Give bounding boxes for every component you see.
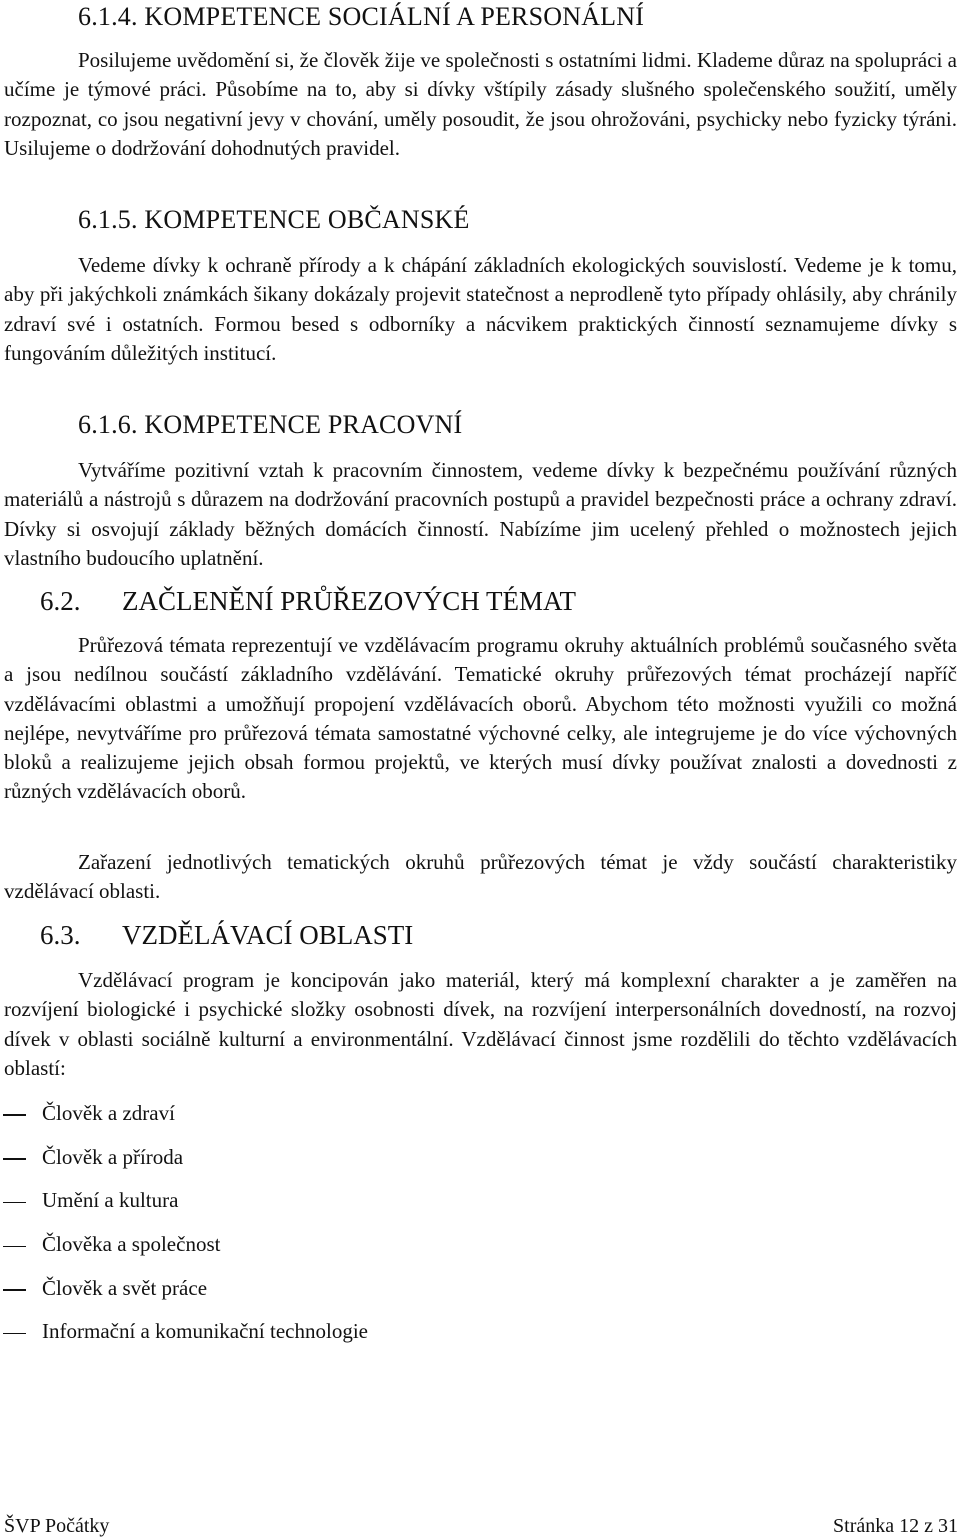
section-paragraph-6-1-5: Vedeme dívky k ochraně přírody a k chápání základních ekologických souvislostí. Vedeme je k tomu, aby při jakýchkoli známkách šikany dokázaly projevit statečnost a neprodleně tyto případy ohlásily, aby chránily zdraví své i ostatních. Formou besed s odborníky a nácvikem praktických činností seznamujeme dívky s fungováním důležitých institucí.: [4, 253, 957, 365]
dash-bullet-icon: [3, 1289, 26, 1291]
list-item: Člověk a zdraví: [2, 1092, 368, 1136]
dash-bullet-icon: [3, 1114, 26, 1116]
section-paragraph-6-1-4: Posilujeme uvědomění si, že člověk žije ve společnosti s ostatními lidmi. Klademe důraz na spolupráci a učíme je týmové práci. Působíme na to, aby si dívky vštípily zásady slušného společenského soužití, uměly rozpoznat, co jsou negativní jevy v chování, uměly posoudit, že jsou ohrožováni, psychicky nebo fyzicky týráni. Usilujeme o dodržování dohodnutých pravidel.: [4, 48, 957, 160]
list-item: Informační a komunikační technologie: [2, 1310, 368, 1354]
dash-bullet-icon: [3, 1202, 26, 1204]
dash-bullet-icon: [3, 1158, 26, 1160]
section-heading-6-1-6: 6.1.6. KOMPETENCE PRACOVNÍ: [78, 410, 463, 439]
section-paragraph-6-2-b: Zařazení jednotlivých tematických okruhů průřezových témat je vždy součástí charakteristiky vzdělávací oblasti.: [4, 850, 957, 904]
section-heading-6-3: [40, 920, 413, 951]
list-item: Člověk a svět práce: [2, 1267, 368, 1311]
list-item: Člověka a společnost: [2, 1223, 368, 1267]
section-heading-6-1-4: 6.1.4. KOMPETENCE SOCIÁLNÍ A PERSONÁLNÍ: [78, 2, 645, 31]
section-paragraph-6-1-6: Vytváříme pozitivní vztah k pracovním činnostem, vedeme dívky k bezpečnému používání různých materiálů a nástrojů s důrazem na dodržování pracovních postupů a pravidel bezpečnosti práce a ochrany zdraví. Dívky si osvojují základy běžných domácích činností. Nabízíme jim ucelený přehled o možnostech jejich vlastního budoucího uplatnění.: [4, 458, 957, 570]
dash-bullet-icon: [3, 1333, 26, 1335]
section-paragraph-6-2-a: Průřezová témata reprezentují ve vzdělávacím programu okruhy aktuálních problémů současného světa a jsou nedílnou součástí základního vzdělávání. Tematické okruhy průřezových témat procházejí napříč vzdělávacími oblastmi a umožňují propojení vzdělávacích oborů. Abychom této možnosti využili co možná nejlépe, nevytváříme pro průřezová témata samostatné výchovné celky, ale integrujeme je do více výchovných bloků a realizujeme jejich obsah formou projektů, ve kterých musí dívky používat znalosti a dovednosti z různých vzdělávacích oborů.: [4, 633, 957, 804]
list-item: Člověk a příroda: [2, 1136, 368, 1180]
section-title: ZAČLENĚNÍ PRŮŘEZOVÝCH TÉMAT: [122, 586, 576, 616]
section-heading-6-1-5: 6.1.5. KOMPETENCE OBČANSKÉ: [78, 205, 470, 234]
dash-bullet-icon: [3, 1246, 26, 1248]
section-number: 6.2.: [40, 586, 81, 616]
section-paragraph-6-3: Vzdělávací program je koncipován jako materiál, který má komplexní charakter a je zaměřen na rozvíjení biologické i psychické složky osobnosti dívek, na rozvíjení interpersonálních dovedností, na rozvoj dívek v oblasti sociálně kulturní a environmentální. Vzdělávací činnost jsme rozdělili do těchto vzdělávacích oblastí:: [4, 968, 957, 1080]
education-areas-list: [2, 1092, 368, 1354]
section-title: VZDĚLÁVACÍ OBLASTI: [122, 920, 414, 950]
list-item: Umění a kultura: [2, 1179, 368, 1223]
section-number: 6.3.: [40, 920, 81, 950]
footer-document-name: ŠVP Počátky: [4, 1515, 110, 1537]
footer-page-number: Stránka 12 z 31: [833, 1515, 958, 1537]
section-heading-6-2: [40, 586, 576, 617]
